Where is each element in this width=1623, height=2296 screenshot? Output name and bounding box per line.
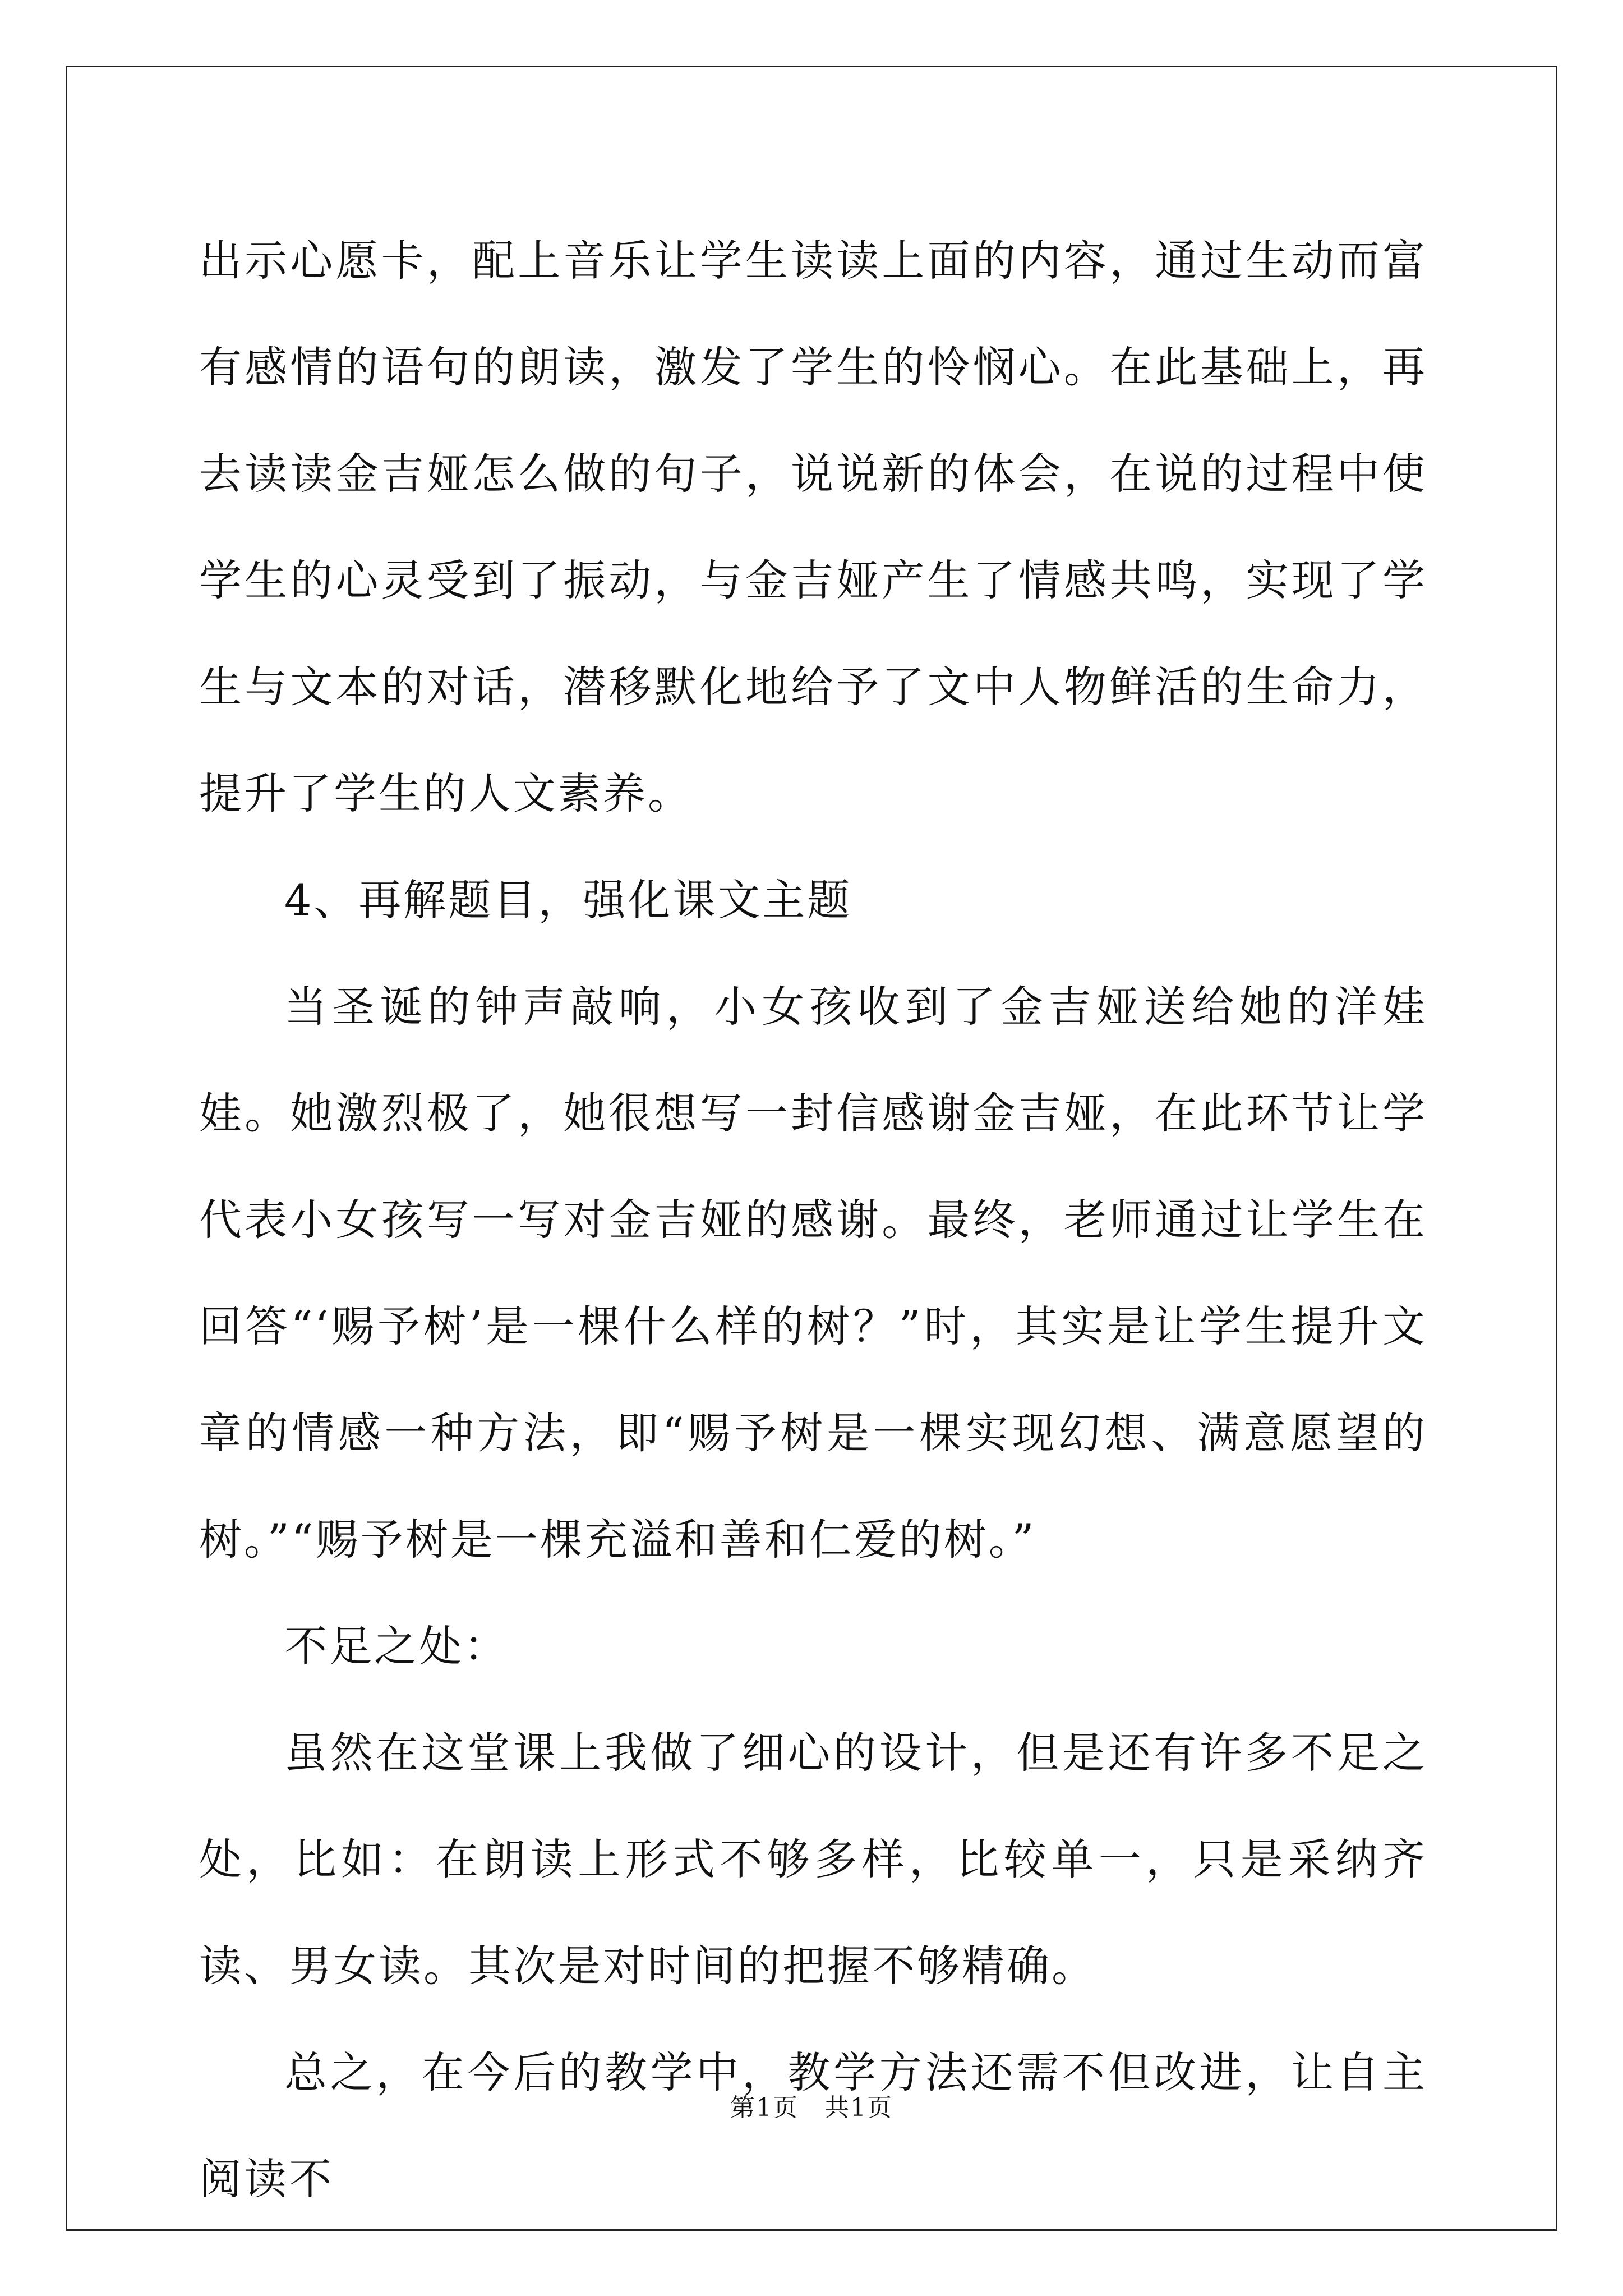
page-footer: 第1页 共1页 [730,2093,893,2122]
paragraph-4-heading: 不足之处： [284,1621,509,1671]
paragraph-2-heading: 4、再解题目，强化课文主题 [284,875,852,925]
document-body [199,208,1427,2233]
paragraph-6: 总之，在今后的教学中，教学方法还需不但改进，让自主阅读不 [199,2047,1427,2204]
paragraph-1: 出示心愿卡，配上音乐让学生读读上面的内容，通过生动而富有感情的语句的朗读，激发了学生的怜悯心。在此基础上，再去读读金吉娅怎么做的句子，说说新的体会，在说的过程中使学生的心灵受到了振动，与金吉娅产生了情感共鸣，实现了学生与文本的对话，潜移默化地给予了文中人物鲜活的生命力，提升了学生的人文素养。 [199,236,1427,818]
paragraph-3: 当圣诞的钟声敲响，小女孩收到了金吉娅送给她的洋娃娃。她激烈极了，她很想写一封信感谢金吉娅，在此环节让学代表小女孩写一写对金吉娅的感谢。最终，老师通过让学生在回答“‘赐予树’是一棵什么样的树？”时，其实是让学生提升文章的情感一种方法，即“赐予树是一棵实现幻想、满意愿望的树。”“赐予树是一棵充溢和善和仁爱的树。” [199,982,1427,1565]
paragraph-5: 虽然在这堂课上我做了细心的设计，但是还有许多不足之处，比如：在朗读上形式不够多样，比较单一，只是采纳齐读、男女读。其次是对时间的把握不够精确。 [199,1728,1427,1991]
